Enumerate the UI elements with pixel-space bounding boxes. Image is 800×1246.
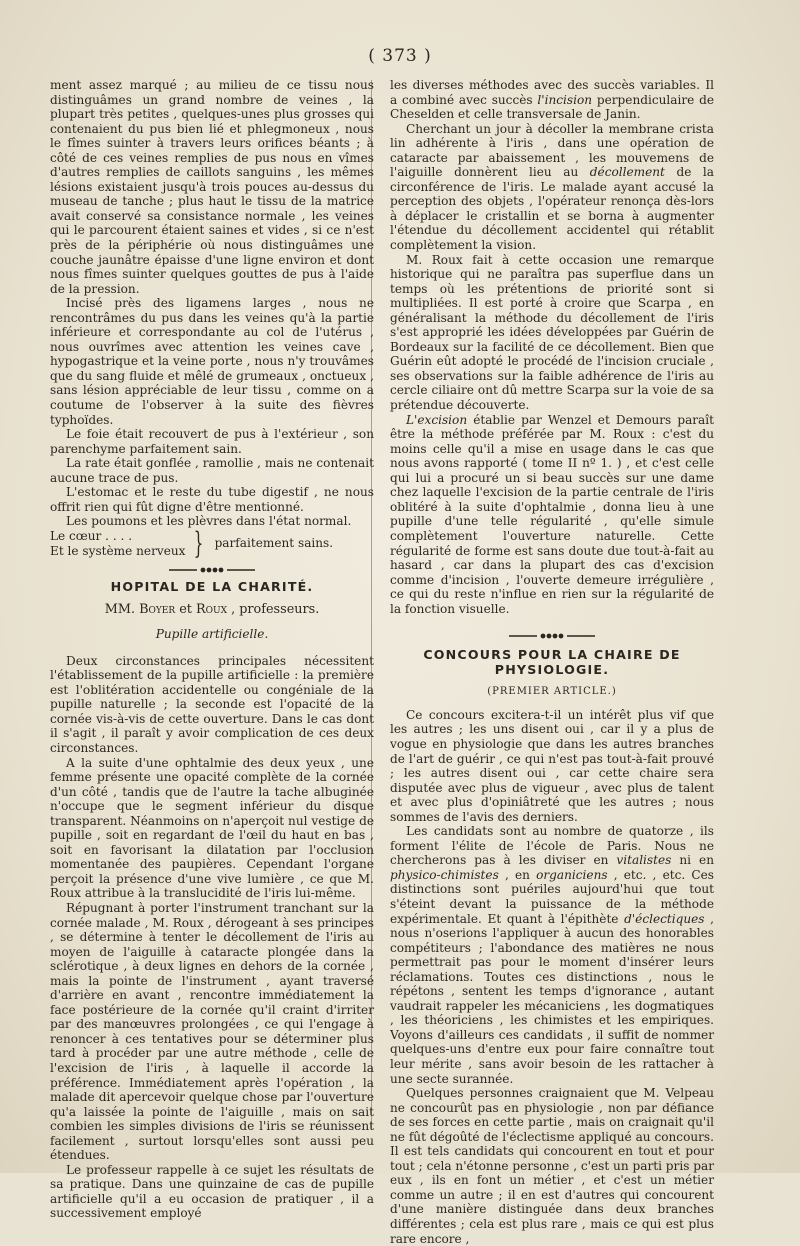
byline-name-boyer: Boyer <box>139 601 176 617</box>
brace-icon: } <box>194 525 204 561</box>
emphasis: organiciens <box>536 867 608 882</box>
paragraph: M. Roux fait à cette occasion une remarque historique qui ne paraîtra pas superflue dans un temps où les prétentions de priorité sont si multipliées. Il est porté à croire que Scarpa , en généralisant la méthode du décollement de l'iris s'est approprié les idées développées par Guérin de Bordeaux sur la facilité de ce décollement. Bien que Guérin eût adopté le procédé de l'incision cruciale , ses observations sur la faible adhérence de l'iris au cercle ciliaire ont dû mettre Scarpa sur la voie de sa prétendue découverte. <box>390 252 714 413</box>
paragraph: Le professeur rappelle à ce sujet les résultats de sa pratique. Dans une quinzaine de cas de pupille artificielle qu'il a eu occasion de pratiquer , il a successivement employé <box>50 1162 374 1221</box>
text-run: , etc. , etc. Ces distinctions sont puériles aujourd'hui que tout s'éteint devant la puissance de la méthode expérimentale. Et quant à l'épithète <box>390 867 714 926</box>
article-part-label: (PREMIER ARTICLE.) <box>487 686 617 698</box>
byline-suffix: , professeurs. <box>227 601 320 617</box>
organs-state: parfaitement sains. <box>214 536 334 551</box>
text-run: Les candidats sont au nombre de quatorze , ils forment l'élite de l'école de Paris. Nous ne chercherons pas à les diviser en <box>390 824 714 868</box>
emphasis: vitalistes <box>616 853 672 868</box>
ornament-divider-icon <box>507 632 597 640</box>
right-column <box>390 78 714 1246</box>
paragraph <box>390 824 714 1086</box>
paragraph: Le foie était recouvert de pus à l'extérieur , son parenchyme parfaitement sain. <box>50 427 374 456</box>
byline-name-roux: Roux <box>196 601 228 617</box>
article-subtitle: Pupille artificielle. <box>155 627 269 642</box>
text-run: ni en <box>671 853 715 868</box>
text-run: , en <box>498 867 537 882</box>
paragraph: La rate était gonflée , ramollie , mais ne contenait aucune trace de pus. <box>50 456 374 485</box>
text-run: de la circonférence de l'iris. Le malade ayant accusé la perception des objets , l'opérateur renonça dès-lors à déplacer le cristallin et se borna à augmenter l'étendue du décollement accidentel qui rétablit complètement la vision. <box>390 165 714 253</box>
byline <box>50 603 374 618</box>
emphasis: physico-chimistes <box>390 867 499 882</box>
paragraph: Quelques personnes craignaient que M. Velpeau ne concourût pas en physiologie , non par défiance de ses forces en cette partie , mais on craignait qu'il ne fût dégoûté de l'éclectisme appliqué au concours. Il est tels candidats qui concourent en tout et pour tout ; cela n'étonne personne , c'est un parti pris par eux , ils en font un métier , et c'est un métier comme un autre ; il en est d'autres qui concourent d'une manière distinguée dans deux branches différentes ; cela est plus rare , mais ce qui est plus rare encore , <box>390 1086 714 1246</box>
emphasis: L'excision <box>406 412 468 427</box>
section-heading-concours: CONCOURS POUR LA CHAIRE DE PHYSIOLOGIE. <box>423 647 681 677</box>
paragraph: Deux circonstances principales nécessitent l'établissement de la pupille artificielle : la première est l'oblitération accidentelle ou congéniale de la pupille naturelle ; la seconde est l'opacité de la cornée vis-à-vis de cette ouverture. Dans le cas dont il s'agit , il paraît y avoir complication de ces deux circonstances. <box>50 653 374 755</box>
paragraph: Répugnant à porter l'instrument tranchant sur la cornée malade , M. Roux , dérogeant à ses principes , se détermine à tenter le décollement de l'iris au moyen de l'aiguille à cataracte plongée dans la sclérotique , à deux lignes en dehors de la cornée , mais la pointe de l'instrument , ayant traversé d'arrière en avant , rencontre immédiatement la face postérieure de la cornée qu'il craint d'irriter par des manœuvres prolongées , ce qui l'engage à renoncer à ces tentatives pour se déterminer plus tard à procéder par une autre méthode , celle de l'excision de l'iris , à laquelle il accorde la préférence. Immédiatement après l'opération , la malade dit apercevoir quelque chose par l'ouverture qu'a laissée la pointe de l'aiguille , mais on sait combien les simples divisions de l'iris se réunissent facilement , surtout lorsqu'elles sont aussi peu étendues. <box>50 900 374 1163</box>
emphasis: décollement <box>589 165 665 180</box>
organs-items <box>50 529 185 558</box>
paragraph: ment assez marqué ; au milieu de ce tissu nous distinguâmes un grand nombre de veines , la plupart très petites , quelques-unes plus grosses qui contenaient du pus bien lié et phlegmoneux , nous le fîmes suinter à travers leurs orifices béants ; à côté de ces veines remplies de pus nous en vîmes d'autres remplies de caillots sanguins , les mêmes lésions existaient jusqu'à trois pouces au-dessus du museau de tanche ; plus haut le tissu de la matrice avait conservé sa consistance normale , les veines qui le parcourent étaient saines et vides , si ce n'est près de la périphérie où nous distinguâmes une couche jaunâtre épaisse d'une ligne environ et dont nous fîmes suinter quelques gouttes de pus à l'aide de la pression. <box>50 78 374 296</box>
paragraph <box>390 413 714 617</box>
paragraph <box>390 122 714 253</box>
text-run: établie par Wenzel et Demours paraît être la méthode préférée par M. Roux : c'est du moins celle qu'il a mise en usage dans le cas que nous avons rapporté ( tome II nº 1. ) , et c'est celle qui lui a procuré un si beau succès sur une dame chez laquelle l'excision de la partie centrale de l'iris oblitéré à la suite d'ophtalmie , donna lieu à une pupille d'une telle régularité , qu'elle simule complètement l'ouverture naturelle. Cette régularité de forme est sans doute due tout-à-fait au hasard , car dans la plupart des cas d'excision comme d'incision , l'ouverte demeure irrégulière , ce qui du reste n'influe en rien sur la régularité de la fonction visuelle. <box>390 412 714 616</box>
paragraph: A la suite d'une ophtalmie des deux yeux , une femme présente une opacité complète de la cornée d'un côté , tandis que de l'autre la tache albuginée n'occupe que le segment inférieur du disque transparent. Néanmoins on n'aperçoit nul vestige de pupille , soit en regardant de l'œil du haut en bas , soit en favorisant la dilatation par l'occlusion momentanée des paupières. Cependant l'organe perçoit la présence d'une vive lumière , ce que M. Roux attribue à la translucidité de l'iris lui-même. <box>50 755 374 901</box>
byline-prefix: MM. <box>104 601 140 617</box>
organ-nervous-system: Et le système nerveux <box>50 543 186 558</box>
paragraph <box>390 78 714 122</box>
paragraph: Ce concours excitera-t-il un intérêt plus vif que les autres ; les uns disent oui , car il y a plus de vogue en physiologie que dans les autres branches de l'art de guérir , ce qui n'est pas tout-à-fait prouvé ; les autres disent oui , car cette chaire sera disputée avec plus de vigueur , avec plus de talent et avec plus d'opiniâtreté que les autres ; nous sommes de l'avis des derniers. <box>390 707 714 824</box>
byline-joiner: et <box>175 601 197 617</box>
page-number: ( 373 ) <box>368 46 432 66</box>
emphasis: l'incision <box>537 92 593 107</box>
text-run: , nous n'oserions l'appliquer à aucun des honorables compétiteurs ; l'abondance des matières ne nous permettrait pas pour le moment d'insérer leurs réclamations. Toutes ces distinctions , nous le répétons , sentent les temps d'ignorance , autant vaudrait rappeler les mécaniciens , les dogmatiques , les théoriciens , les chimistes et les empiriques. Voyons d'ailleurs ces candidats , il suffit de nommer quelques-uns d'entre eux pour faire connaître tout leur mérite , sans avoir besoin de les rattacher à une secte surannée. <box>390 911 714 1086</box>
paragraph: L'estomac et le reste du tube digestif , ne nous offrit rien qui fût digne d'être mentionné. <box>50 485 374 514</box>
paragraph: Incisé près des ligamens larges , nous ne rencontrâmes du pus dans les veines qu'à la partie inférieure et correspondante au col de l'utérus , nous ouvrîmes avec attention les veines cave , hypogastrique et la veine porte , nous n'y trouvâmes que du sang fluide et mêlé de grumeaux , onctueux , sans lésion appréciable de leur tissu , comme on a coutume de l'observer à la suite des fièvres typhoïdes. <box>50 296 374 427</box>
section-heading-hopital: HOPITAL DE LA CHARITÉ. <box>110 579 314 595</box>
ornament-divider-icon <box>167 566 257 574</box>
text-run: les diverses méthodes avec des succès variables. Il a combiné avec succès <box>390 78 714 107</box>
organs-list <box>50 525 374 561</box>
text-run: perpendiculaire de Cheselden et celle transversale de Janin. <box>390 92 715 122</box>
paragraph: Les poumons et les plèvres dans l'état normal. <box>66 514 352 529</box>
text-run: Cherchant un jour à décoller la membrane crista lin adhérente à l'iris , dans une opération de cataracte par abaissement , les mouvemens de l'aiguille donnèrent lieu au <box>390 121 714 180</box>
left-column <box>50 78 374 1221</box>
organ-heart: Le cœur . . . . <box>50 528 133 543</box>
emphasis: d'éclectiques <box>624 911 705 926</box>
